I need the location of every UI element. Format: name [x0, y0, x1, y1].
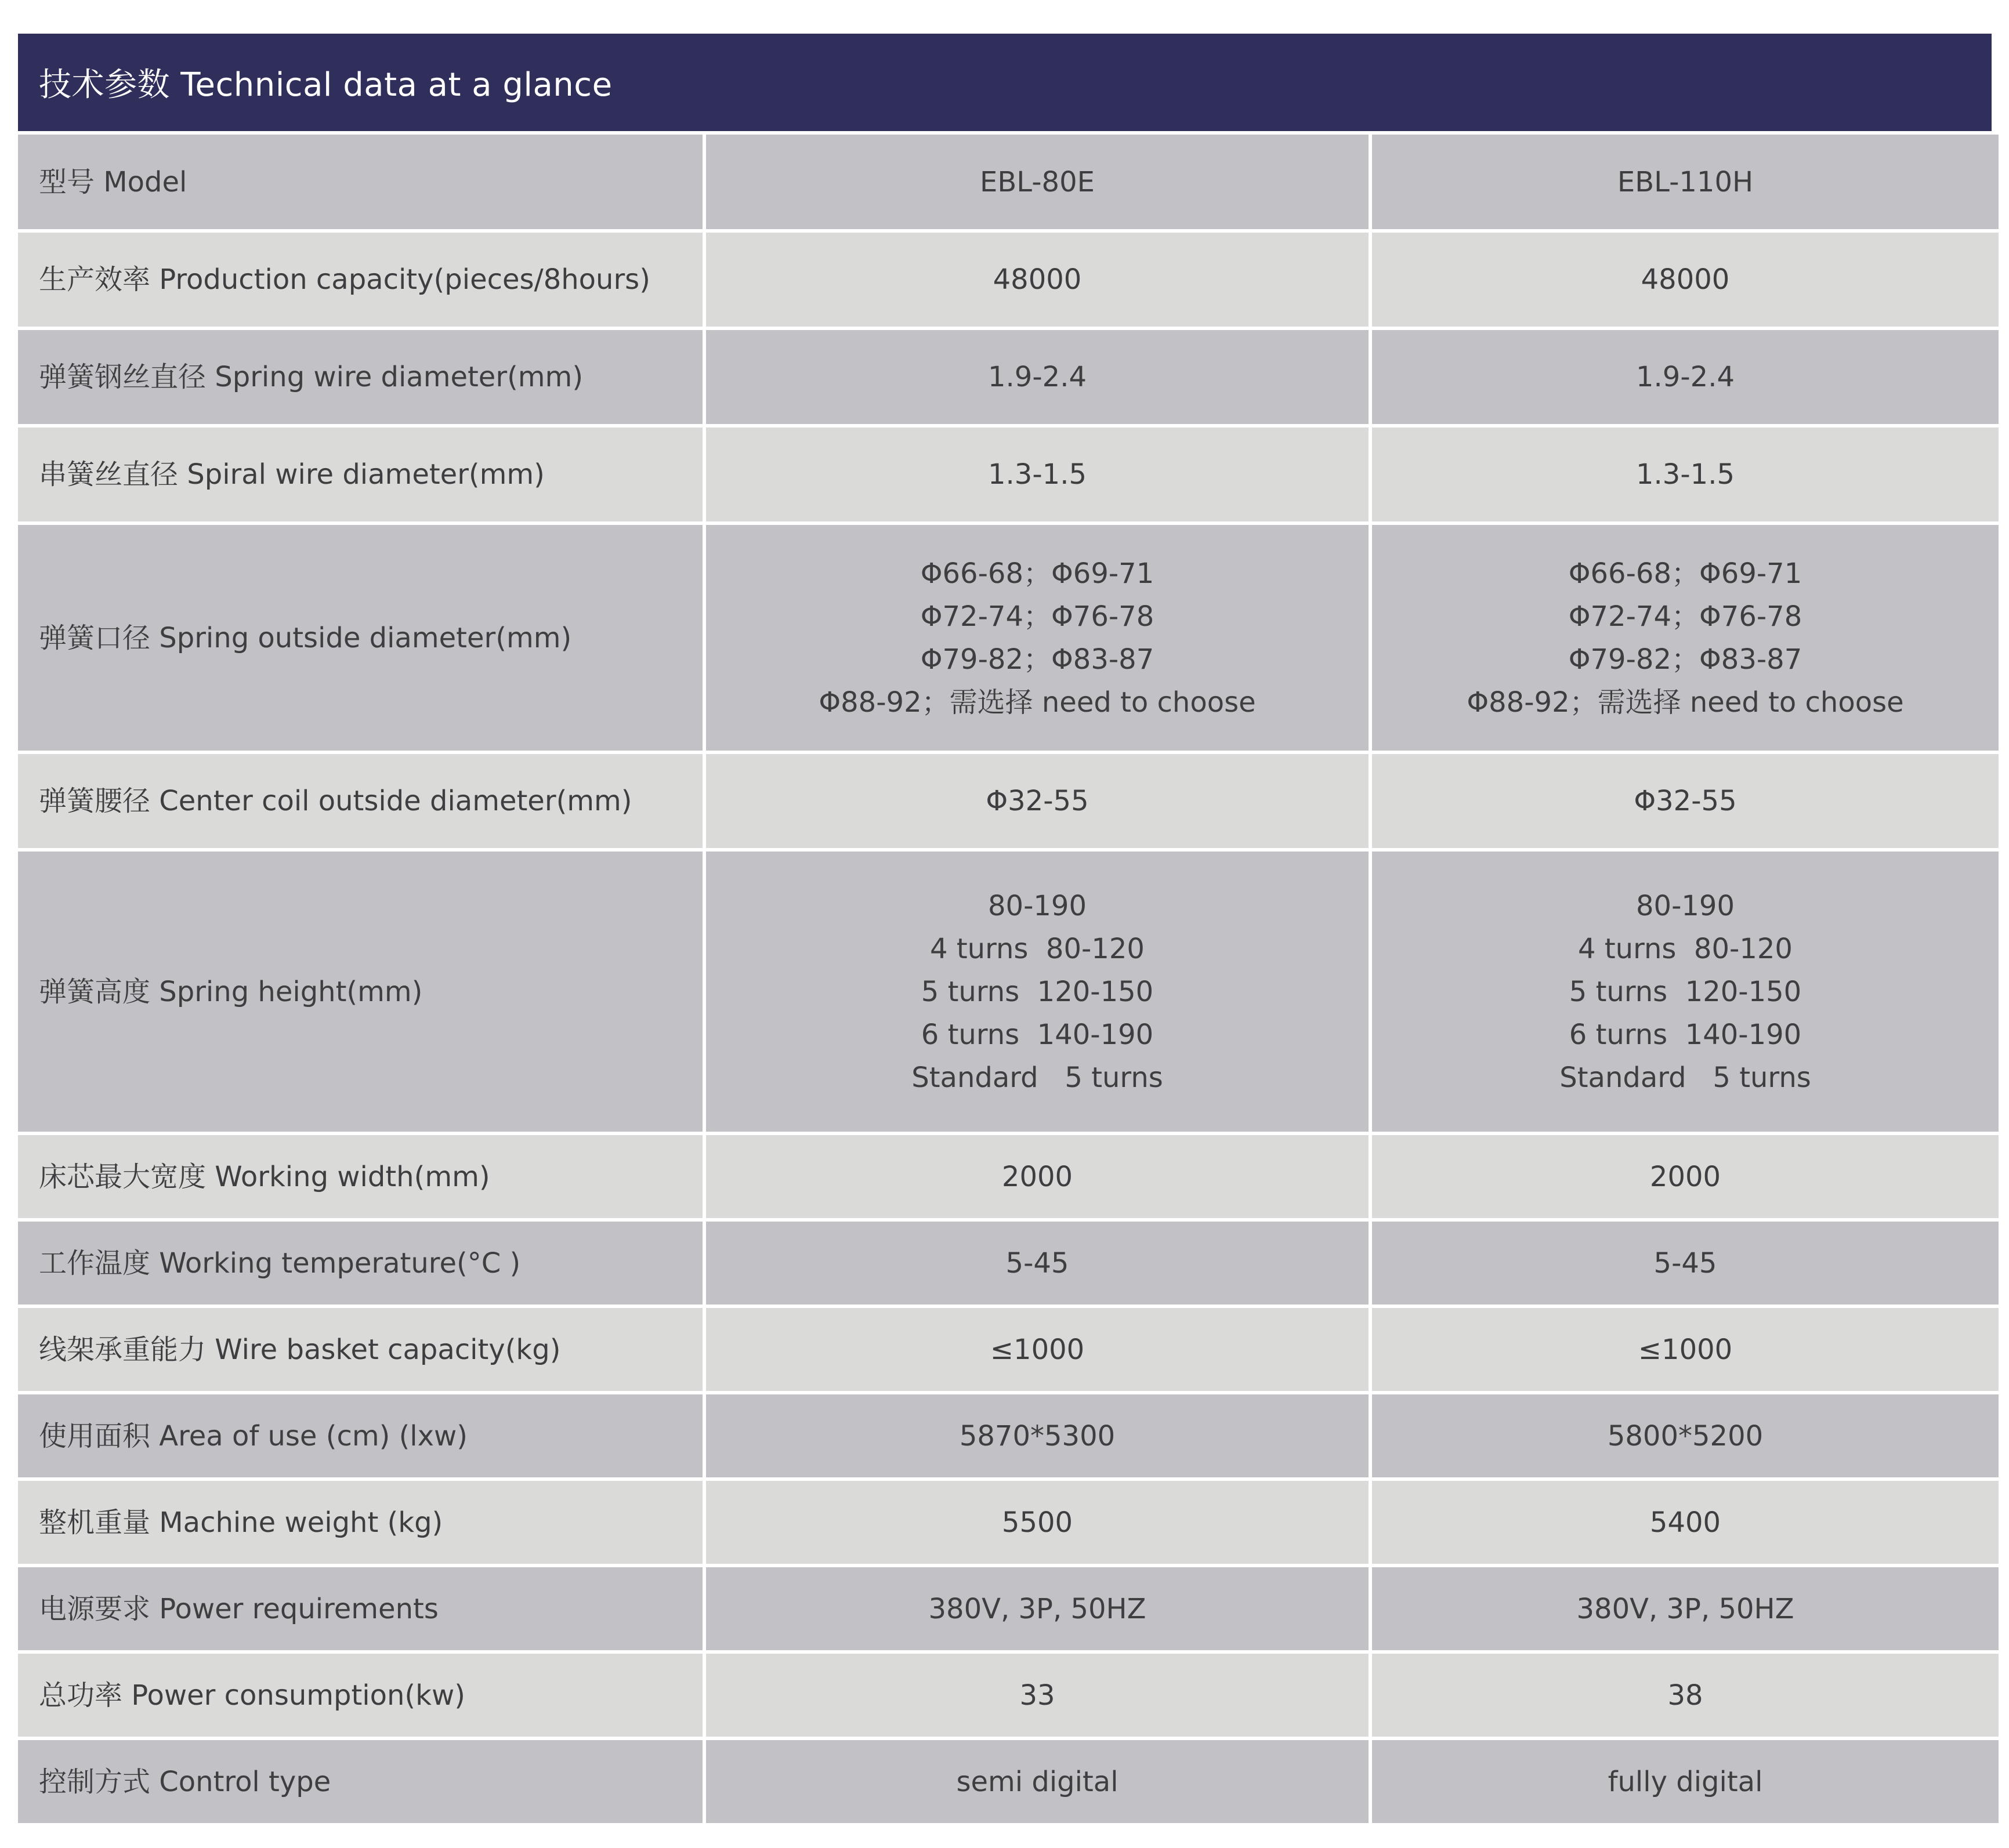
value-line: Standard 5 turns — [911, 1061, 1163, 1094]
model-1-value — [706, 754, 1369, 848]
model-1-value — [706, 1654, 1369, 1737]
parameter-label: 控制方式 Control type — [18, 1740, 703, 1823]
table-row — [18, 1394, 1992, 1477]
table-body — [18, 135, 1992, 1823]
table-row — [18, 1135, 1992, 1218]
value-line: 5870*5300 — [959, 1419, 1116, 1452]
parameter-label: 弹簧钢丝直径 Spring wire diameter(mm) — [18, 330, 703, 424]
model-2-value — [1372, 330, 1999, 424]
value-line: Φ72-74；Φ76-78 — [920, 600, 1154, 633]
parameter-label: 整机重量 Machine weight (kg) — [18, 1481, 703, 1564]
value-line: 2000 — [1001, 1160, 1073, 1193]
model-1-value — [706, 1740, 1369, 1823]
model-2-value — [1372, 135, 1999, 229]
model-2-value — [1372, 525, 1999, 751]
value-line: EBL-80E — [980, 165, 1095, 198]
model-2-value — [1372, 1135, 1999, 1218]
value-line: 1.3-1.5 — [1636, 458, 1735, 491]
value-line: Φ72-74；Φ76-78 — [1568, 600, 1802, 633]
value-line: Φ32-55 — [986, 785, 1089, 817]
table-row — [18, 1654, 1992, 1737]
parameter-label: 工作温度 Working temperature(°C ) — [18, 1222, 703, 1305]
model-2-value — [1372, 1481, 1999, 1564]
parameter-label: 弹簧口径 Spring outside diameter(mm) — [18, 525, 703, 751]
value-line: 4 turns 80-120 — [1578, 932, 1793, 965]
table-row — [18, 754, 1992, 848]
model-1-value — [706, 135, 1369, 229]
value-line: ≤1000 — [1638, 1333, 1733, 1366]
value-line: Φ88-92；需选择 need to choose — [1467, 686, 1904, 719]
model-2-value — [1372, 851, 1999, 1132]
value-line: EBL-110H — [1617, 165, 1754, 198]
model-1-value — [706, 427, 1369, 521]
model-1-value — [706, 525, 1369, 751]
technical-data-table — [18, 34, 1992, 1827]
model-2-value — [1372, 1740, 1999, 1823]
parameter-label: 串簧丝直径 Spiral wire diameter(mm) — [18, 427, 703, 521]
value-line: Φ66-68；Φ69-71 — [1568, 557, 1802, 590]
parameter-label: 电源要求 Power requirements — [18, 1567, 703, 1650]
model-2-value — [1372, 1567, 1999, 1650]
model-1-value — [706, 233, 1369, 327]
model-1-value — [706, 1567, 1369, 1650]
table-row — [18, 525, 1992, 751]
value-line: 6 turns 140-190 — [1569, 1018, 1802, 1051]
value-line: 5-45 — [1653, 1247, 1717, 1280]
value-line: 380V, 3P, 50HZ — [928, 1592, 1146, 1625]
value-line: 4 turns 80-120 — [930, 932, 1145, 965]
table-row — [18, 1740, 1992, 1823]
value-line: 5 turns 120-150 — [921, 975, 1154, 1008]
model-2-value — [1372, 427, 1999, 521]
parameter-label: 弹簧高度 Spring height(mm) — [18, 851, 703, 1132]
parameter-label: 使用面积 Area of use (cm) (lxw) — [18, 1394, 703, 1477]
table-row — [18, 851, 1992, 1132]
value-line: Φ79-82；Φ83-87 — [920, 643, 1154, 676]
parameter-label: 弹簧腰径 Center coil outside diameter(mm) — [18, 754, 703, 848]
table-row — [18, 330, 1992, 424]
model-1-value — [706, 1135, 1369, 1218]
model-2-value — [1372, 1222, 1999, 1305]
model-1-value — [706, 1481, 1369, 1564]
value-line: semi digital — [956, 1765, 1118, 1798]
table-row — [18, 233, 1992, 327]
model-1-value — [706, 330, 1369, 424]
value-line: fully digital — [1608, 1765, 1763, 1798]
table-title: 技术参数 Technical data at a glance — [18, 34, 1992, 131]
value-line: 80-190 — [1635, 889, 1735, 922]
value-line: 5500 — [1001, 1506, 1073, 1539]
value-line: 1.9-2.4 — [1636, 361, 1735, 393]
table-row — [18, 1222, 1992, 1305]
value-line: 33 — [1019, 1679, 1055, 1712]
value-line: 1.9-2.4 — [988, 361, 1087, 393]
parameter-label: 线架承重能力 Wire basket capacity(kg) — [18, 1308, 703, 1391]
parameter-label: 生产效率 Production capacity(pieces/8hours) — [18, 233, 703, 327]
value-line: 380V, 3P, 50HZ — [1576, 1592, 1794, 1625]
table-row — [18, 427, 1992, 521]
table-row — [18, 1308, 1992, 1391]
parameter-label: 床芯最大宽度 Working width(mm) — [18, 1135, 703, 1218]
parameter-label: 型号 Model — [18, 135, 703, 229]
model-2-value — [1372, 1654, 1999, 1737]
model-1-value — [706, 1394, 1369, 1477]
value-line: 38 — [1667, 1679, 1703, 1712]
value-line: Φ88-92；需选择 need to choose — [819, 686, 1256, 719]
value-line: Φ66-68；Φ69-71 — [920, 557, 1154, 590]
value-line: 6 turns 140-190 — [921, 1018, 1154, 1051]
model-1-value — [706, 1222, 1369, 1305]
value-line: 48000 — [1641, 263, 1730, 296]
table-row — [18, 135, 1992, 229]
value-line: Standard 5 turns — [1559, 1061, 1811, 1094]
value-line: 5800*5200 — [1607, 1419, 1764, 1452]
model-1-value — [706, 1308, 1369, 1391]
value-line: 5-45 — [1005, 1247, 1069, 1280]
value-line: 1.3-1.5 — [988, 458, 1087, 491]
value-line: 2000 — [1649, 1160, 1721, 1193]
value-line: Φ79-82；Φ83-87 — [1568, 643, 1802, 676]
parameter-label: 总功率 Power consumption(kw) — [18, 1654, 703, 1737]
value-line: Φ32-55 — [1634, 785, 1737, 817]
table-row — [18, 1481, 1992, 1564]
model-2-value — [1372, 1394, 1999, 1477]
value-line: 48000 — [993, 263, 1082, 296]
value-line: 80-190 — [987, 889, 1087, 922]
model-2-value — [1372, 1308, 1999, 1391]
model-1-value — [706, 851, 1369, 1132]
value-line: 5 turns 120-150 — [1569, 975, 1802, 1008]
table-row — [18, 1567, 1992, 1650]
model-2-value — [1372, 754, 1999, 848]
value-line: ≤1000 — [990, 1333, 1085, 1366]
value-line: 5400 — [1649, 1506, 1721, 1539]
model-2-value — [1372, 233, 1999, 327]
